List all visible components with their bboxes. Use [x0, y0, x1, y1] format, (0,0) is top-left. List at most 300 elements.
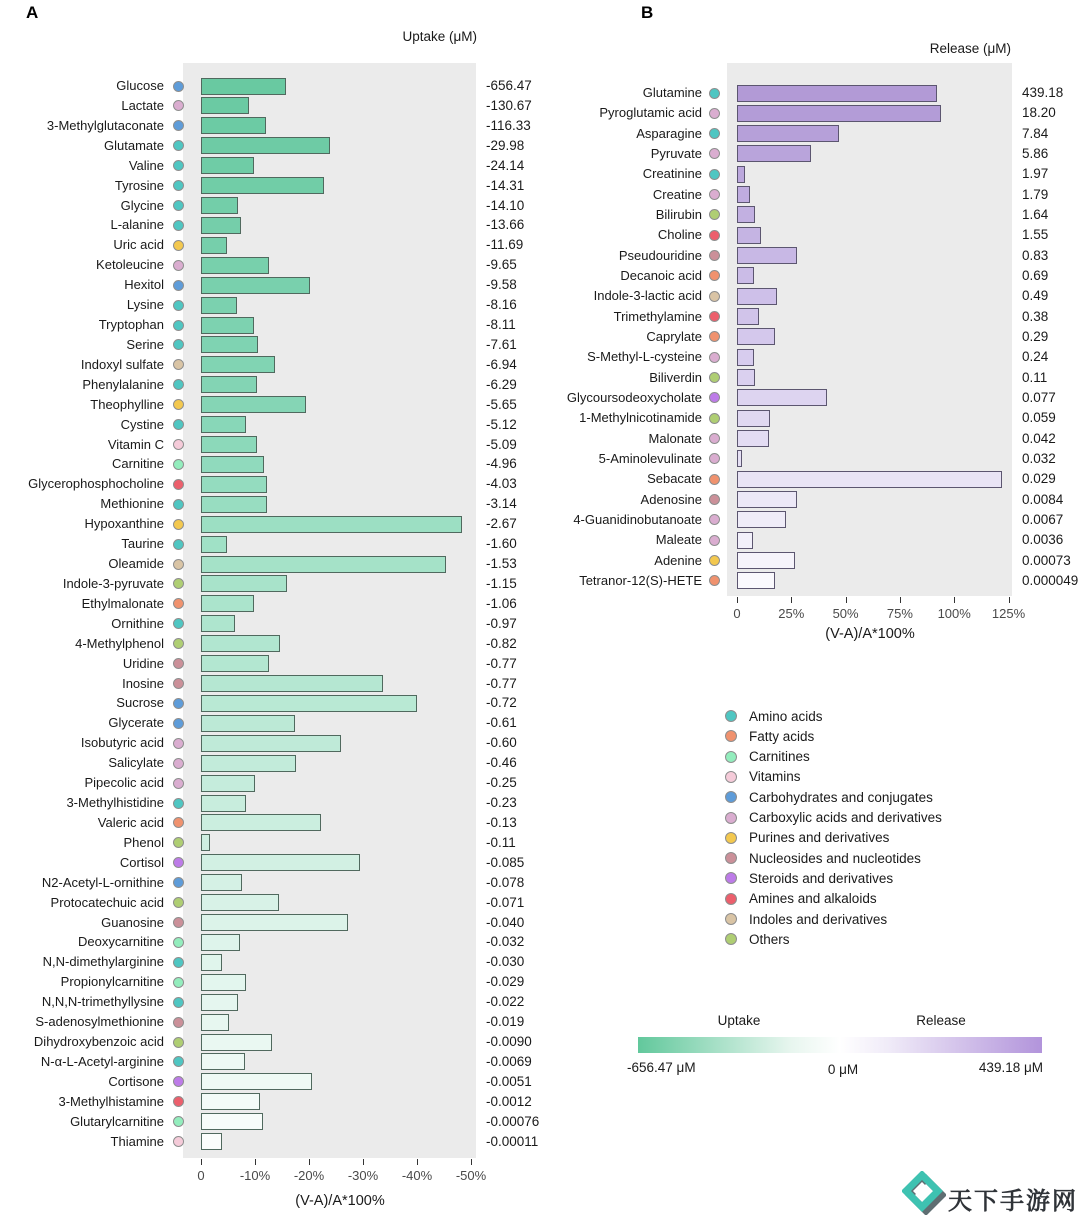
category-dot-other-icon [709, 413, 720, 424]
release-x-axis-tick [846, 597, 847, 603]
uptake-row-label: Phenylalanine [82, 376, 164, 392]
colorbar-gradient [638, 1037, 1042, 1053]
uptake-bar [201, 635, 280, 652]
category-dot-fatty-icon [709, 270, 720, 281]
uptake-value-label: -0.078 [486, 874, 525, 890]
category-dot-other-icon [173, 1037, 184, 1048]
release-x-axis-tick-label: 75% [886, 606, 913, 621]
uptake-x-axis-tick [255, 1159, 256, 1165]
uptake-x-axis-tick-label: -10% [239, 1168, 271, 1183]
category-dot-amino-icon [173, 320, 184, 331]
uptake-bar [201, 854, 360, 871]
release-value-label: 0.0084 [1022, 491, 1064, 507]
uptake-value-label: -13.66 [486, 217, 525, 233]
uptake-bar [201, 1053, 245, 1070]
uptake-value-label: -0.0090 [486, 1034, 532, 1050]
release-row-label: Decanoic acid [620, 267, 702, 283]
uptake-value-label: -0.022 [486, 994, 525, 1010]
colorbar-min-label: -656.47 μM [627, 1060, 696, 1075]
category-dot-amino-icon [173, 140, 184, 151]
category-dot-carboxylic-icon [709, 535, 720, 546]
uptake-value-label: -0.085 [486, 854, 525, 870]
category-dot-amino-icon [173, 419, 184, 430]
category-dot-fatty-icon [173, 598, 184, 609]
release-bar [737, 532, 753, 549]
release-x-axis-tick-label: 25% [778, 606, 805, 621]
category-dot-carboxylic-icon [709, 433, 720, 444]
uptake-row-label: Cortisone [108, 1073, 164, 1089]
legend-label: Indoles and derivatives [749, 911, 888, 927]
category-dot-nucleoside-icon [173, 917, 184, 928]
uptake-row-label: Guanosine [101, 914, 164, 930]
release-value-label: 1.55 [1022, 227, 1049, 243]
uptake-bar [201, 595, 254, 612]
uptake-value-label: -4.96 [486, 456, 517, 472]
uptake-value-label: -0.040 [486, 914, 525, 930]
category-dot-amine-icon [173, 479, 184, 490]
uptake-x-axis-tick [201, 1159, 202, 1165]
uptake-value-label: -1.06 [486, 595, 517, 611]
colorbar-zero-label: 0 μM [827, 1062, 859, 1077]
uptake-row-label: Propionylcarnitine [60, 974, 164, 990]
uptake-value-label: -116.33 [486, 117, 531, 133]
legend-dot-fatty-icon [725, 730, 737, 742]
category-dot-amino-icon [709, 88, 720, 99]
uptake-value-label: -1.15 [486, 575, 517, 591]
uptake-row-label: Uric acid [113, 237, 164, 253]
uptake-row-label: Salicylate [108, 755, 164, 771]
uptake-row-label: 4-Methylphenol [75, 635, 164, 651]
uptake-row-label: Indoxyl sulfate [80, 356, 164, 372]
colorbar-max-label: 439.18 μM [978, 1060, 1043, 1075]
release-x-axis-tick [791, 597, 792, 603]
uptake-bar [201, 297, 237, 314]
legend-dot-purine-icon [725, 832, 737, 844]
category-dot-purine-icon [173, 399, 184, 410]
uptake-panel-title: Uptake (μM) [402, 29, 477, 44]
category-dot-nucleoside-icon [173, 658, 184, 669]
uptake-bar [201, 1093, 260, 1110]
legend-dot-nucleoside-icon [725, 852, 737, 864]
uptake-x-axis-title: (V-A)/A*100% [295, 1193, 385, 1209]
category-dot-amino-icon [173, 339, 184, 350]
uptake-bar [201, 775, 255, 792]
release-bar [737, 267, 754, 284]
uptake-bar [201, 157, 254, 174]
release-bar [737, 308, 759, 325]
uptake-value-label: -0.72 [486, 695, 517, 711]
category-dot-carnitine-icon [173, 1116, 184, 1127]
category-dot-carboxylic-icon [173, 100, 184, 111]
release-bar [737, 369, 755, 386]
uptake-row-label: Sucrose [116, 695, 164, 711]
release-bar [737, 125, 839, 142]
uptake-row-label: Uridine [122, 655, 164, 671]
uptake-row-label: Oleamide [108, 556, 164, 571]
uptake-bar [201, 197, 238, 214]
release-value-label: 0.11 [1022, 369, 1048, 385]
uptake-value-label: -3.14 [486, 496, 517, 512]
release-row-label: Pyruvate [650, 145, 702, 161]
uptake-row-label: Pipecolic acid [84, 775, 164, 791]
uptake-value-label: -29.98 [486, 137, 525, 153]
legend-label: Amino acids [749, 708, 823, 724]
release-value-label: 1.97 [1022, 166, 1049, 182]
panel-a-letter: A [26, 3, 39, 22]
uptake-row-label: Glutamate [104, 137, 164, 153]
uptake-value-label: -6.29 [486, 376, 517, 392]
uptake-value-label: -9.65 [486, 257, 517, 273]
release-bar [737, 552, 795, 569]
uptake-x-axis-tick-label: -50% [455, 1168, 487, 1183]
uptake-value-label: -4.03 [486, 476, 517, 492]
uptake-value-label: -0.77 [486, 655, 517, 671]
uptake-row-label: S-adenosylmethionine [35, 1014, 164, 1030]
release-x-axis-tick [1009, 597, 1010, 603]
uptake-x-axis-tick-label: -40% [401, 1168, 433, 1183]
uptake-value-label: -0.030 [486, 954, 525, 970]
release-value-label: 0.0067 [1022, 511, 1064, 527]
uptake-row-label: Serine [126, 336, 164, 352]
release-value-label: 0.69 [1022, 267, 1049, 283]
uptake-value-label: -1.53 [486, 556, 517, 571]
uptake-bar [201, 914, 348, 931]
release-row-label: Glycoursodeoxycholate [566, 389, 702, 405]
uptake-value-label: -0.13 [486, 814, 517, 830]
release-value-label: 0.0036 [1022, 532, 1064, 548]
release-row-label: Pseudouridine [618, 247, 702, 263]
category-dot-other-icon [709, 209, 720, 220]
uptake-x-axis-tick [309, 1159, 310, 1165]
category-dot-amine-icon [709, 230, 720, 241]
category-dot-carboxylic-icon [709, 148, 720, 159]
uptake-bar [201, 994, 238, 1011]
category-dot-amino-icon [173, 200, 184, 211]
category-dot-amino-icon [709, 128, 720, 139]
release-bar [737, 389, 827, 406]
release-row-label: Choline [657, 227, 702, 243]
panel-b-letter: B [641, 3, 654, 22]
uptake-bar [201, 516, 462, 533]
category-dot-carnitine-icon [173, 937, 184, 948]
watermark-text: 天下手游网 [948, 1188, 1078, 1215]
release-value-label: 0.042 [1022, 430, 1056, 446]
uptake-value-label: -0.97 [486, 615, 517, 631]
category-dot-amine-icon [173, 1096, 184, 1107]
uptake-bar [201, 476, 267, 493]
release-row-label: Adenine [654, 552, 702, 568]
uptake-bar [201, 675, 383, 692]
release-x-axis-title: (V-A)/A*100% [825, 626, 915, 642]
release-row-label: Pyroglutamic acid [599, 105, 702, 121]
uptake-row-label: Glycine [120, 197, 164, 213]
uptake-row-label: Ketoleucine [96, 257, 164, 273]
uptake-bar [201, 795, 246, 812]
uptake-row-label: 3-Methylhistidine [66, 795, 164, 810]
category-dot-purine-icon [173, 240, 184, 251]
watermark-diamond-logo-icon [902, 1171, 946, 1215]
uptake-x-axis-tick [363, 1159, 364, 1165]
category-dot-indole-icon [173, 559, 184, 570]
uptake-row-label: Tryptophan [98, 317, 164, 332]
category-dot-carboxylic-icon [173, 260, 184, 271]
release-value-label: 0.00073 [1022, 552, 1071, 568]
category-dot-nucleoside-icon [709, 250, 720, 261]
uptake-x-axis-tick-label: 0 [197, 1168, 205, 1183]
uptake-row-label: Indole-3-pyruvate [62, 575, 164, 591]
release-x-axis-tick [954, 597, 955, 603]
category-dot-carboxylic-icon [709, 352, 720, 363]
category-dot-nucleoside-icon [173, 678, 184, 689]
uptake-row-label: Hypoxanthine [84, 516, 164, 532]
uptake-row-label: Valine [128, 157, 164, 173]
uptake-bar [201, 257, 269, 274]
uptake-bar [201, 715, 295, 732]
uptake-bar [201, 336, 258, 353]
release-x-axis-tick-label: 125% [991, 606, 1026, 621]
legend-label: Others [749, 931, 790, 947]
release-value-label: 5.86 [1022, 145, 1049, 161]
category-dot-amino-icon [709, 169, 720, 180]
uptake-row-label: Methionine [100, 496, 164, 512]
legend-label: Fatty acids [749, 728, 815, 744]
legend-dot-indole-icon [725, 913, 737, 925]
uptake-row-label: 3-Methylhistamine [58, 1093, 164, 1109]
category-dot-nucleoside-icon [173, 1017, 184, 1028]
uptake-bar [201, 735, 341, 752]
uptake-bar [201, 117, 266, 134]
uptake-value-label: -5.65 [486, 396, 517, 412]
uptake-row-label: Protocatechuic acid [50, 894, 164, 910]
release-value-label: 0.49 [1022, 288, 1049, 304]
uptake-value-label: -6.94 [486, 356, 517, 372]
category-dot-nucleoside-icon [709, 494, 720, 505]
release-value-label: 0.83 [1022, 247, 1049, 263]
category-dot-carboxylic-icon [173, 738, 184, 749]
category-dot-amino-icon [173, 957, 184, 968]
release-x-axis-tick [737, 597, 738, 603]
category-dot-carboxylic-icon [709, 108, 720, 119]
category-dot-amino-icon [173, 180, 184, 191]
category-dot-amino-icon [173, 300, 184, 311]
uptake-bar [201, 317, 254, 334]
uptake-bar [201, 376, 257, 393]
release-row-label: Biliverdin [649, 369, 702, 385]
category-dot-carb-icon [173, 280, 184, 291]
uptake-row-label: Thiamine [110, 1133, 164, 1149]
release-bar [737, 105, 941, 122]
release-bar [737, 511, 786, 528]
uptake-row-label: Ethylmalonate [81, 595, 164, 611]
uptake-value-label: -1.60 [486, 536, 517, 552]
uptake-row-label: Ornithine [111, 615, 164, 631]
category-dot-vitamin-icon [173, 1136, 184, 1147]
uptake-row-label: N-α-L-Acetyl-arginine [40, 1053, 164, 1069]
release-value-label: 0.029 [1022, 471, 1056, 487]
uptake-bar [201, 556, 446, 573]
uptake-x-axis-tick [417, 1159, 418, 1165]
uptake-bar [201, 834, 210, 851]
release-row-label: Indole-3-lactic acid [593, 288, 702, 304]
legend-label: Carboxylic acids and derivatives [749, 810, 942, 825]
uptake-row-label: Taurine [121, 536, 164, 552]
uptake-value-label: -0.77 [486, 675, 517, 691]
uptake-bar [201, 954, 222, 971]
uptake-value-label: -8.11 [486, 317, 516, 332]
release-row-label: Trimethylamine [613, 308, 702, 324]
uptake-value-label: -5.12 [486, 416, 517, 432]
uptake-bar [201, 177, 324, 194]
release-bar [737, 430, 769, 447]
release-x-axis-tick-label: 0 [733, 606, 741, 621]
uptake-value-label: -0.00076 [486, 1113, 540, 1129]
legend-dot-carboxylic-icon [725, 812, 737, 824]
release-row-label: 5-Aminolevulinate [598, 450, 702, 466]
uptake-value-label: -0.25 [486, 775, 517, 791]
legend-label: Purines and derivatives [749, 830, 890, 846]
release-row-label: Bilirubin [655, 206, 702, 222]
category-dot-indole-icon [173, 359, 184, 370]
uptake-value-label: -0.0012 [486, 1093, 532, 1109]
category-dot-amino-icon [173, 379, 184, 390]
uptake-value-label: -0.029 [486, 974, 525, 990]
uptake-value-label: -7.61 [486, 336, 517, 352]
category-dot-amino-icon [173, 220, 184, 231]
uptake-row-label: Lysine [126, 297, 164, 313]
release-value-label: 439.18 [1022, 85, 1064, 100]
release-row-label: Sebacate [647, 471, 702, 487]
category-dot-amino-icon [173, 997, 184, 1008]
uptake-value-label: -656.47 [486, 78, 532, 93]
uptake-bar [201, 755, 296, 772]
release-value-label: 0.29 [1022, 328, 1049, 344]
uptake-row-label: Glycerate [108, 715, 164, 731]
uptake-bar [201, 1073, 312, 1090]
category-dot-indole-icon [709, 291, 720, 302]
release-value-label: 0.000049 [1022, 572, 1079, 588]
uptake-bar [201, 456, 264, 473]
release-bar [737, 491, 797, 508]
release-bar [737, 288, 777, 305]
uptake-row-label: Theophylline [90, 396, 164, 412]
release-bar [737, 227, 761, 244]
category-dot-fatty-icon [173, 817, 184, 828]
uptake-value-label: -0.11 [486, 834, 516, 850]
legend-label: Vitamins [749, 769, 801, 785]
release-row-label: S-Methyl-L-cysteine [587, 349, 702, 365]
uptake-bar [201, 894, 279, 911]
uptake-value-label: -14.10 [486, 197, 525, 213]
category-dot-amino-icon [173, 618, 184, 629]
category-dot-amino-icon [173, 539, 184, 550]
category-dot-steroid-icon [173, 857, 184, 868]
category-dot-carb-icon [173, 877, 184, 888]
category-dot-carnitine-icon [173, 459, 184, 470]
uptake-value-label: -0.019 [486, 1014, 525, 1030]
uptake-bar [201, 1113, 263, 1130]
legend-label: Amines and alkaloids [749, 891, 877, 907]
category-dot-carb-icon [173, 718, 184, 729]
category-dot-amino-icon [173, 499, 184, 510]
uptake-bar [201, 356, 275, 373]
legend-dot-vitamin-icon [725, 771, 737, 783]
uptake-bar [201, 436, 257, 453]
release-bar [737, 145, 811, 162]
category-dot-steroid-icon [709, 392, 720, 403]
release-row-label: Creatine [652, 186, 702, 202]
release-row-label: Malonate [648, 430, 702, 446]
uptake-row-label: Lactate [121, 97, 164, 113]
category-dot-vitamin-icon [173, 439, 184, 450]
uptake-row-label: Dihydroxybenzoic acid [33, 1034, 164, 1050]
category-dot-fatty-icon [709, 474, 720, 485]
release-value-label: 0.032 [1022, 450, 1056, 466]
uptake-row-label: Cortisol [119, 854, 164, 870]
uptake-row-label: Glucose [116, 78, 164, 93]
uptake-row-label: Glutarylcarnitine [70, 1113, 164, 1129]
category-dot-carboxylic-icon [709, 453, 720, 464]
release-row-label: Maleate [655, 532, 702, 548]
release-value-label: 1.64 [1022, 206, 1049, 222]
uptake-row-label: Phenol [123, 834, 164, 850]
uptake-value-label: -0.82 [486, 635, 517, 651]
uptake-x-axis-tick-label: -20% [293, 1168, 325, 1183]
uptake-row-label: Carnitine [111, 456, 164, 472]
uptake-value-label: -8.16 [486, 297, 517, 313]
uptake-value-label: -0.071 [486, 894, 525, 910]
release-bar [737, 166, 745, 183]
uptake-row-label: 3-Methylglutaconate [46, 117, 164, 133]
uptake-row-label: Vitamin C [107, 436, 164, 452]
release-row-label: Adenosine [640, 491, 702, 507]
uptake-value-label: -0.23 [486, 795, 517, 810]
uptake-bar [201, 496, 267, 513]
uptake-bar [201, 137, 330, 154]
uptake-bar [201, 416, 246, 433]
uptake-bar [201, 695, 417, 712]
category-dot-fatty-icon [709, 575, 720, 586]
uptake-row-label: Tyrosine [114, 177, 164, 193]
category-dot-other-icon [173, 897, 184, 908]
uptake-row-label: Deoxycarnitine [78, 934, 164, 950]
category-dot-purine-icon [709, 555, 720, 566]
uptake-bar [201, 1133, 222, 1150]
release-value-label: 0.077 [1022, 389, 1056, 405]
release-bar [737, 471, 1002, 488]
release-bar [737, 572, 775, 589]
release-bar [737, 328, 775, 345]
uptake-value-label: -130.67 [486, 97, 532, 113]
legend-dot-carb-icon [725, 791, 737, 803]
uptake-value-label: -0.0051 [486, 1073, 532, 1089]
uptake-x-axis-tick [471, 1159, 472, 1165]
release-value-label: 0.059 [1022, 410, 1056, 426]
legend-dot-amino-icon [725, 710, 737, 722]
release-bar [737, 186, 750, 203]
release-row-label: Creatinine [642, 166, 702, 182]
release-x-axis-tick [900, 597, 901, 603]
category-dot-carboxylic-icon [173, 758, 184, 769]
uptake-row-label: N2-Acetyl-L-ornithine [41, 874, 164, 890]
uptake-bar [201, 396, 306, 413]
category-dot-other-icon [173, 638, 184, 649]
colorbar-release-label: Release [916, 1013, 966, 1028]
uptake-value-label: -0.00011 [486, 1133, 539, 1149]
uptake-row-label: Hexitol [124, 277, 164, 293]
category-dot-carboxylic-icon [709, 514, 720, 525]
uptake-bar [201, 237, 227, 254]
uptake-bar [201, 97, 249, 114]
